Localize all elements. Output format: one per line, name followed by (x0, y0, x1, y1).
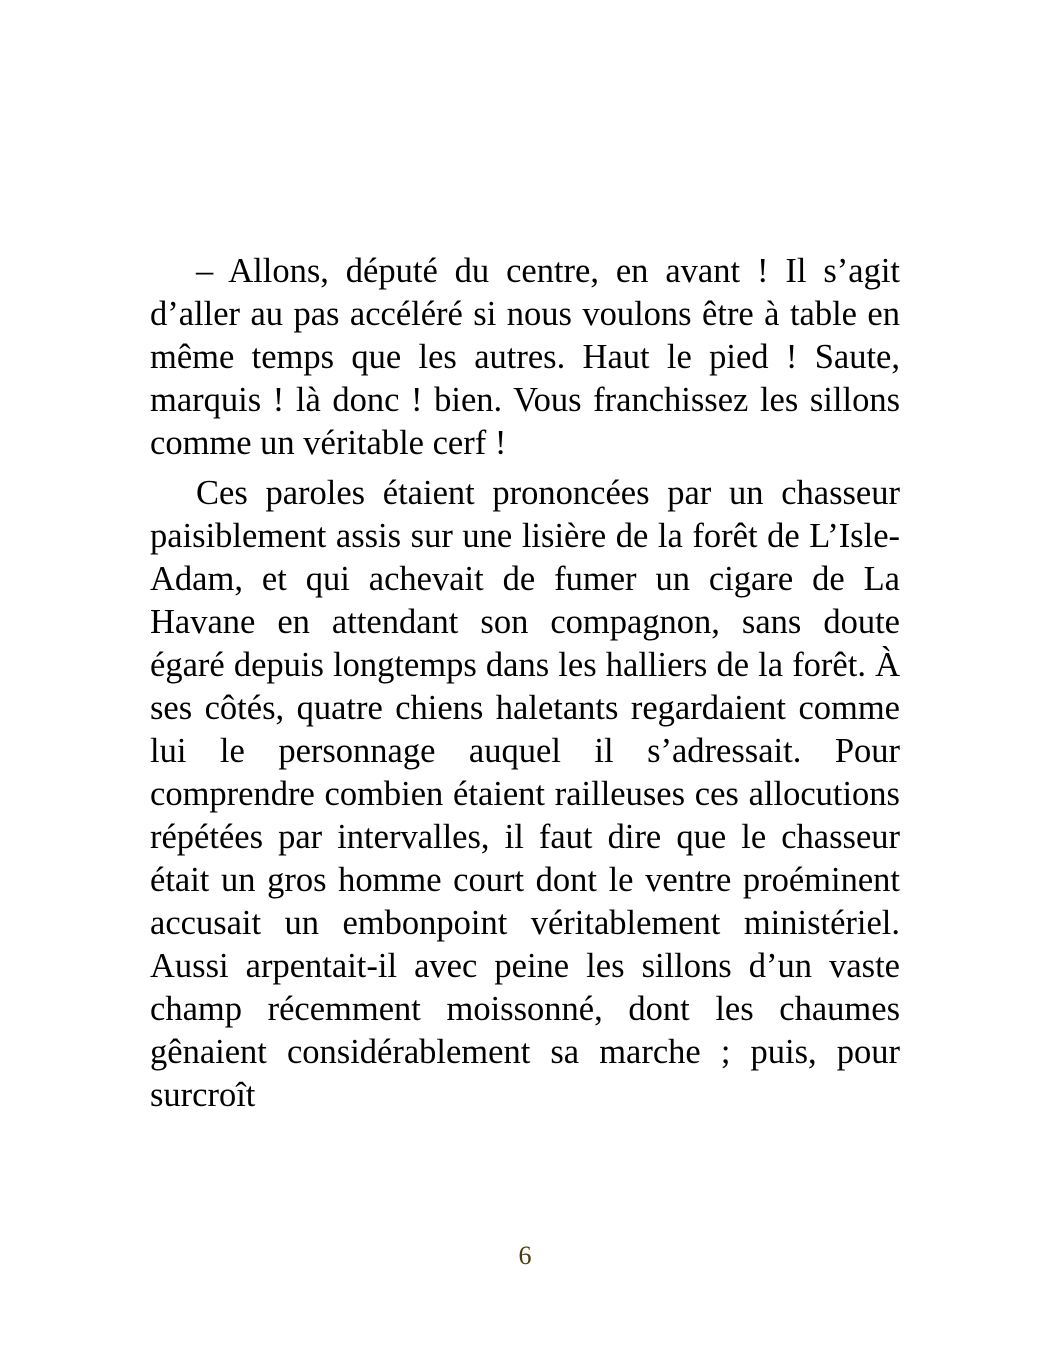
page-number: 6 (518, 1241, 532, 1270)
body-text (150, 250, 900, 1117)
paragraph-narration: Ces paroles étaient prononcées par un chasseur paisiblement assis sur une lisière de la forêt de L’Isle-Adam, et qui achevait de fumer un cigare de La Havane en attendant son compagnon, sans doute égaré depuis longtemps dans les halliers de la forêt. À ses côtés, quatre chiens haletants regardaient comme lui le personnage auquel il s’adressait. Pour comprendre combien étaient railleuses ces allocutions répétées par intervalles, il faut dire que le chasseur était un gros homme court dont le ventre proéminent accusait un embonpoint véritablement ministériel. Aussi arpentait-il avec peine les sillons d’un vaste champ récemment moissonné, dont les chaumes gênaient considérablement sa marche ; puis, pour surcroît (150, 474, 900, 1114)
paragraph-dialogue: – Allons, député du centre, en avant ! Il s’agit d’aller au pas accéléré si nous voulons être à table en même temps que les autres. Haut le pied ! Saute, marquis ! là donc ! bien. Vous franchissez les sillons comme un véritable cerf ! (150, 252, 900, 462)
